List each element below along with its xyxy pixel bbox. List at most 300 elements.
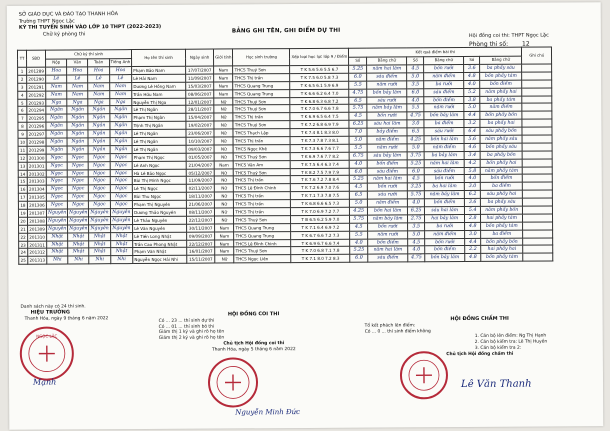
row-name: Bùi Thu Ngọc <box>132 192 186 200</box>
row-sig-anh: Ngọc <box>110 193 133 201</box>
row-sig-van: Ngọc <box>67 177 88 185</box>
row-van-number: 5.25 <box>349 65 367 73</box>
document-title: BẢNG GHI TÊN, GHI ĐIỂM DỰ THI <box>231 27 341 35</box>
row-sig-nop: Ngân <box>46 114 67 122</box>
row-school: THCS Ngọc Khê <box>234 144 291 152</box>
row-note <box>522 72 552 80</box>
row-sbd: 201302 <box>28 171 45 177</box>
row-anh-number: 3.6 <box>465 199 481 207</box>
row-anh-words: ba điểm <box>481 230 523 238</box>
row-grades: T K 7.5 6.4 6.3 7.4 <box>291 160 350 168</box>
row-sig-nop: Ngọc <box>46 154 67 162</box>
marking-chair: Chủ tịch Hội đồng chấm thi <box>446 351 514 357</box>
row-anh-words: bốn phẩy sáu <box>480 143 522 151</box>
row-van-words: năm điểm <box>367 136 407 144</box>
row-anh-words: ba phẩy tám <box>480 96 522 104</box>
row-van-words: năm bảy lăm <box>367 104 407 112</box>
row-van-words: sáu điểm <box>367 167 407 175</box>
marking-cb3: 3. Cán bộ kiểm tra 2: <box>474 345 522 351</box>
row-sig-anh: Lê <box>109 74 132 82</box>
row-anh-number: 3.8 <box>464 96 480 104</box>
department-name: SỞ GIÁO DỤC VÀ ĐÀO TẠO THANH HÓA <box>18 11 119 18</box>
row-van-number: 5.0 <box>350 199 368 207</box>
row-name: Trần Cao Phong Nhật <box>133 240 187 248</box>
row-anh-number: 2.8 <box>465 214 481 222</box>
row-number: 11 <box>19 147 26 153</box>
row-van-words: bốn rưỡi <box>367 112 407 120</box>
row-sbd: 201305 <box>29 194 45 200</box>
row-number: 23 <box>20 242 26 248</box>
exam-score-sheet <box>7 2 604 430</box>
exam-name: KỲ THI TUYỂN SINH VÀO LỚP 10 THPT (2022-2023) <box>18 23 162 31</box>
row-sbd: 201313 <box>29 257 46 263</box>
row-dob: 30/11/2007 <box>187 224 215 232</box>
row-sbd: 201306 <box>29 202 45 208</box>
row-anh-number: 4.4 <box>465 238 481 246</box>
row-sbd: 201299 <box>28 147 45 153</box>
row-sex: Nữ <box>214 129 233 137</box>
row-note <box>522 111 552 119</box>
row-anh-words: bốn phẩy tám <box>481 254 523 262</box>
row-van-number: 5.25 <box>349 176 367 184</box>
row-name: Lê Thị Ngân <box>132 129 186 137</box>
row-sbd: 201293 <box>28 100 45 106</box>
row-van-words: bốn rưỡi <box>368 183 408 191</box>
row-school: THCS Thuý Sơn <box>234 152 291 160</box>
row-toan-number: 4.5 <box>407 175 424 183</box>
row-sig-toan: Ngân <box>88 130 109 138</box>
row-sig-nop: Ngọc <box>46 201 67 209</box>
col-sig-toan: Toán <box>88 59 109 67</box>
row-school: THCS Thuý Sơn <box>233 121 290 129</box>
row-van-words: năm bảy lăm <box>368 215 408 223</box>
row-number: 7 <box>18 115 27 123</box>
col-nop: Nộp <box>46 59 67 67</box>
row-sig-toan: Nguyên <box>90 225 109 232</box>
row-name: Lê Thị Ngân <box>132 137 186 145</box>
row-anh-number: 5.0 <box>464 104 480 112</box>
row-toan-words: ba rưỡi <box>425 222 465 230</box>
footer-center <box>159 312 349 354</box>
marking-line-2: Có ... 0 ... thí sinh điểm không <box>364 328 431 335</box>
row-toan-number: 3.0 <box>407 120 424 128</box>
row-school: THCS Thuý Sơn <box>234 247 291 255</box>
row-anh-number: 6.2 <box>465 191 481 199</box>
row-dob: 01/05/2007 <box>186 153 214 161</box>
row-grades: T K 7.4 8.1 8.3 8.0 <box>290 128 349 136</box>
row-toan-words: bốn bảy lăm <box>425 254 465 262</box>
row-sex: Nữ <box>214 145 233 153</box>
row-name: Lê Tiến Long Nhật <box>133 232 187 240</box>
row-toan-number: 6.5 <box>407 128 424 136</box>
row-anh-number: 5.8 <box>464 167 480 175</box>
col-sig-van: Văn <box>67 59 88 67</box>
row-van-number: 4.5 <box>350 223 368 231</box>
row-sig-anh: Nam <box>109 90 132 98</box>
row-grades: T K 7.2 6.8 6.9 7.9 <box>290 120 349 128</box>
row-anh-words: sáu phẩy bốn <box>480 127 522 135</box>
row-sig-nop: Hoa <box>46 67 67 75</box>
row-dob: 22/12/2007 <box>187 240 215 248</box>
footer-left <box>21 304 109 322</box>
row-sig-van: Ngân <box>67 106 88 114</box>
row-sbd: 201292 <box>28 92 45 98</box>
row-sig-nop: Nam <box>46 83 67 91</box>
row-school: THCS Thị trấn <box>234 192 291 200</box>
row-sig-van: Nguyên <box>69 226 88 232</box>
row-sex: Nam <box>214 82 233 90</box>
row-note <box>523 190 553 198</box>
row-van-words: năm điểm <box>368 199 408 207</box>
row-dob: 02/11/2007 <box>186 184 214 192</box>
row-sex: Nữ <box>214 113 233 121</box>
row-name: Lê Anh Ngọc <box>132 161 186 169</box>
row-grades: T K 6.9 6.5 6.4 7.5 <box>290 113 349 121</box>
council-chair: Chủ tịch Hội đồng coi thi <box>223 341 285 347</box>
row-sex: Nữ <box>214 184 233 192</box>
row-anh-words: năm phẩy sáu <box>480 135 522 143</box>
row-dob: 22/12/2007 <box>187 216 215 224</box>
row-sig-nop: Ngọc <box>46 185 67 193</box>
row-toan-words: ba điểm <box>424 120 464 128</box>
row-dob: 08/11/2007 <box>187 208 215 216</box>
row-van-number: 5.75 <box>349 105 367 113</box>
row-school: THCS Thị trấn <box>234 176 291 184</box>
row-sig-toan: Ngân <box>88 138 109 146</box>
row-sig-van: Ngọc <box>67 169 88 177</box>
row-sig-anh: Ngọc <box>110 153 133 161</box>
row-grades: T K 8.2 7.5 7.9 7.9 <box>291 168 350 176</box>
marking-seal-icon <box>397 348 451 402</box>
row-toan-words: năm bảy lăm <box>425 191 465 199</box>
row-sig-van: Nam <box>67 83 88 91</box>
row-anh-words: bốn phẩy bốn <box>481 238 523 246</box>
row-toan-words: năm rưỡi <box>424 104 464 112</box>
row-van-number: 6.0 <box>349 73 367 81</box>
row-sig-nop: Nam <box>46 91 67 99</box>
row-sbd: 201297 <box>28 131 45 137</box>
row-sig-nop: Ngọc <box>46 177 67 185</box>
row-school: THCS Thuý Sơn <box>234 168 291 176</box>
row-name: Dương Thảo Nguyên <box>133 208 187 216</box>
row-van-words: năm rưỡi <box>367 81 407 89</box>
row-sig-toan: Ngọc <box>89 153 110 161</box>
row-van-number: 4.5 <box>350 183 368 191</box>
row-sbd: 201291 <box>28 84 45 90</box>
school-seal-icon <box>17 323 77 383</box>
row-sbd: 201311 <box>29 242 45 248</box>
principal-title: HIỆU TRƯỞNG <box>30 309 70 316</box>
row-sbd: 201309 <box>29 226 45 232</box>
row-note <box>522 143 552 151</box>
row-sig-nop: Ngân <box>46 106 67 114</box>
row-van-words: năm rưỡi <box>368 231 408 239</box>
row-sig-van: Nguyên <box>69 210 88 216</box>
row-van-number: 4.25 <box>350 207 368 215</box>
row-sig-van: Nga <box>67 98 88 106</box>
row-school: THCS Quang Trung <box>234 231 291 239</box>
row-sig-van: Nhi <box>68 256 89 264</box>
row-dob: 08/06/2007 <box>186 90 214 98</box>
row-sig-nop: Nguyên <box>48 226 67 232</box>
row-name: Lê Văn Nguyên <box>133 224 187 232</box>
row-anh-number: 5.4 <box>465 206 481 214</box>
row-sbd: 201307 <box>29 210 45 216</box>
row-dob: 12/01/2007 <box>186 98 214 106</box>
header-left <box>19 11 162 38</box>
row-sig-anh: Ngọc <box>110 185 133 193</box>
list-count: Danh sách này có 24 thí sinh. <box>20 304 86 310</box>
row-grades: T K 6.9 6.7 6.6 7.4 <box>291 239 350 247</box>
row-toan-number: 3.25 <box>408 183 425 191</box>
row-note <box>522 135 552 143</box>
row-van-number: 6.5 <box>350 191 368 199</box>
row-name: Nguyễn Thị Nga <box>132 98 186 106</box>
row-sex: Nữ <box>215 255 234 263</box>
row-sbd: 201296 <box>28 123 45 129</box>
row-sig-anh: Ngọc <box>110 201 133 209</box>
row-number: 1 <box>18 67 27 75</box>
row-sig-van: Ngân <box>67 130 88 138</box>
row-sig-toan: Lê <box>88 75 109 83</box>
col-sex: Giới tính <box>214 49 233 66</box>
row-sig-toan: Ngân <box>88 122 109 130</box>
row-sig-nop: Ngọc <box>46 193 67 201</box>
row-note <box>522 119 552 127</box>
row-sig-toan: Nhật <box>89 232 110 240</box>
row-dob: 15/11/2007 <box>187 255 215 263</box>
row-sex: Nữ <box>214 121 233 129</box>
row-sbd: 201303 <box>28 178 45 185</box>
row-toan-words: sáu điểm <box>424 88 464 96</box>
row-note <box>522 167 552 175</box>
row-anh-words: bốn phẩy tám <box>481 222 523 230</box>
row-grades: T K 6.8 6.3 6.8 7.2 <box>290 97 349 105</box>
row-sex: Nữ <box>214 192 233 200</box>
row-van-number: 5.75 <box>350 215 368 223</box>
row-sig-toan: Nam <box>88 90 109 98</box>
row-grades: T K 7.3 7.8 7.3 8.1 <box>290 136 349 144</box>
row-van-number: 7.0 <box>349 128 367 136</box>
row-school: THCS Thuý Sơn <box>234 216 291 224</box>
row-anh-number: 2.2 <box>465 246 481 254</box>
row-toan-number: 5.0 <box>408 230 425 238</box>
row-grades: T B 6.5 6.2 5.9 7.0 <box>291 215 350 223</box>
row-note <box>523 238 553 246</box>
row-anh-words: ba phẩy hai <box>480 119 522 127</box>
row-number: 10 <box>19 139 26 145</box>
col-van-number: Số <box>349 57 367 65</box>
row-toan-number: 5.25 <box>407 159 424 167</box>
row-toan-words: năm điểm <box>424 143 464 151</box>
row-grades: T K 5.6 5.6 5.5 6.7 <box>290 65 349 73</box>
row-note <box>523 230 553 238</box>
council-title: HỘI ĐỒNG COI THI <box>227 311 280 318</box>
council-line-2: Có ... 01 ... thí sinh bỏ thi <box>158 324 215 330</box>
row-sig-anh: Nguyên <box>110 224 133 232</box>
row-toan-number: 4.75 <box>408 254 425 262</box>
row-toan-words: bốn rưỡi <box>424 65 464 73</box>
row-sbd: 201298 <box>28 139 45 145</box>
row-number: 2 <box>18 75 27 83</box>
col-sbd: SBD <box>26 50 45 67</box>
room-code-label: Chữ ký phòng thi <box>42 30 86 38</box>
row-toan-words: ba rưỡi <box>424 80 464 88</box>
row-grades: T K 7.5 6.0 5.8 7.3 <box>290 73 349 81</box>
row-anh-words: bốn phẩy tám <box>480 72 522 80</box>
row-dob: 23/06/2007 <box>186 129 214 137</box>
row-anh-number: 3.2 <box>464 120 480 128</box>
row-sbd: 201294 <box>28 107 45 114</box>
row-anh-words: ba phẩy sáu <box>481 198 523 206</box>
row-toan-number: 5.5 <box>407 104 424 112</box>
row-school: THCS Ngọc Liên <box>234 255 291 263</box>
row-toan-number: 4.25 <box>407 136 424 144</box>
row-sig-anh: Nhật <box>110 248 133 256</box>
row-toan-words: năm điểm <box>425 230 465 238</box>
row-anh-number: 3.6 <box>464 64 480 72</box>
row-note <box>522 103 552 111</box>
row-note <box>522 80 552 88</box>
row-sex: Nữ <box>214 153 233 161</box>
row-dob: 09/03/2007 <box>186 145 214 153</box>
row-school: THCS Thuý Sơn <box>233 97 290 105</box>
row-toan-words: hai bảy lăm <box>425 214 465 222</box>
row-school: THCS Vân Am <box>234 160 291 168</box>
row-toan-number: 6.0 <box>407 167 424 175</box>
row-dob: 28/11/2007 <box>186 106 214 114</box>
row-sig-van: Ngọc <box>67 162 88 170</box>
row-sex: Nam <box>214 74 233 82</box>
row-toan-words: bốn rưỡi <box>425 238 465 246</box>
row-grades: T K 6.7 6.6 7.2 7.3 <box>291 231 350 239</box>
row-anh-number: 3.0 <box>465 183 481 191</box>
row-number: 25 <box>20 258 26 264</box>
room-label: Phòng thi số: <box>468 40 509 48</box>
row-note <box>523 245 553 253</box>
row-note <box>523 198 553 206</box>
row-sig-nop: Nhật <box>47 241 68 249</box>
row-dob: 19/02/2007 <box>186 121 214 129</box>
row-grades: T K 7.1 7.3 7.8 7.5 <box>291 191 350 199</box>
row-van-number: 4.0 <box>349 160 367 168</box>
row-sig-toan: Ngọc <box>89 161 110 169</box>
row-anh-words: năm phẩy tám <box>480 167 522 175</box>
row-toan-number: 3.75 <box>407 152 424 160</box>
row-van-words: sáu điểm <box>368 254 408 262</box>
row-sig-anh: Nguyên <box>110 216 133 224</box>
row-number: 8 <box>18 122 27 130</box>
row-name: Lê Thảo Nguyên <box>133 216 187 224</box>
row-van-words: bốn hai lăm <box>368 207 408 215</box>
row-sbd: 201295 <box>28 115 45 121</box>
row-number: 18 <box>20 202 26 208</box>
row-sig-van: Ngọc <box>67 154 88 162</box>
council-date: Thanh Hóa, ngày 5 tháng 6 năm 2022 <box>211 346 296 353</box>
row-sig-nop: Nhật <box>47 233 68 241</box>
row-toan-number: 4.0 <box>407 96 424 104</box>
row-toan-words: ba bảy lăm <box>424 151 464 159</box>
row-school: THCS Lê Đình Chinh <box>234 239 291 247</box>
row-sig-nop: Lê <box>46 75 67 83</box>
row-sig-van: Ngọc <box>68 193 89 201</box>
row-anh-number: 4.2 <box>464 159 480 167</box>
row-dob: 11/09/2007 <box>186 74 214 82</box>
row-sig-anh: Nguyên <box>110 209 133 217</box>
row-dob: 15/04/2007 <box>186 113 214 121</box>
col-note: Ghi chú <box>522 47 552 64</box>
row-sig-toan: Ngân <box>88 146 109 154</box>
row-grades: T K 7.1 8.0 7.2 8.3 <box>291 255 350 263</box>
row-anh-words: bốn phẩy hai <box>480 159 522 167</box>
row-sig-van: Ngân <box>67 114 88 122</box>
row-number: 20 <box>20 218 26 224</box>
row-van-number: 5.25 <box>350 247 368 255</box>
row-toan-number: 5.0 <box>407 144 424 152</box>
row-sex: Nữ <box>214 105 233 113</box>
row-sig-van: Ngân <box>67 122 88 130</box>
row-name: Phạm Văn Nhật <box>133 248 187 256</box>
marking-signature: Lê Văn Thanh <box>460 378 532 391</box>
row-name: Lê Thị Ngân <box>132 145 186 153</box>
row-van-words: bốn bảy lăm <box>367 89 407 97</box>
row-van-words: năm rưỡi <box>367 144 407 152</box>
row-sex: Nam <box>215 232 234 240</box>
row-van-number: 4.0 <box>350 239 368 247</box>
row-anh-number: 4.0 <box>464 80 480 88</box>
col-grades: Xếp loại học lực lớp 9 / Điểm <box>290 48 349 65</box>
row-school: THCS Thuý Sơn <box>233 66 290 74</box>
row-note <box>523 182 553 190</box>
col-name: Họ tên thí sinh <box>132 49 186 66</box>
row-sig-nop: Nguyên <box>48 218 67 224</box>
row-van-words: sáu hai lăm <box>367 120 407 128</box>
row-toan-number: 6.0 <box>407 88 424 96</box>
row-sig-anh: Ngân <box>110 145 133 153</box>
row-van-words: sáu điểm <box>367 73 407 81</box>
row-sig-toan: Hoa <box>88 67 109 75</box>
row-toan-words: năm hai lăm <box>424 159 464 167</box>
row-sig-anh: Ngọc <box>110 177 133 185</box>
row-toan-number: 3.5 <box>408 223 425 231</box>
row-toan-words: sáu điểm <box>424 167 464 175</box>
row-sig-van: Nhật <box>68 248 89 256</box>
row-sig-anh: Ngân <box>109 106 132 114</box>
col-results: Kết quả điểm bài thi <box>349 47 522 57</box>
council-line-1: Có ... 23 ... thí sinh dự thi <box>158 318 215 324</box>
row-sex: Nữ <box>215 208 234 216</box>
row-sig-nop: Ngân <box>46 138 67 146</box>
row-note <box>522 159 552 167</box>
marking-cb2: 2. Cán bộ kiểm tra: Lê Thị Huyền <box>474 339 548 346</box>
row-sig-van: Ngân <box>67 138 88 146</box>
row-name: Phạm Thị Ngọc <box>132 153 186 161</box>
row-grades: T K 7.3 6.6 7.6 7.7 <box>291 144 350 152</box>
row-van-number: 5.5 <box>350 231 368 239</box>
row-anh-words: bốn phẩy bốn <box>480 112 522 120</box>
row-anh-words: năm phẩy bốn <box>481 206 523 214</box>
col-toan-words: Bằng chữ <box>424 57 464 65</box>
council-seal-icon <box>205 354 261 410</box>
row-number: 15 <box>20 179 26 185</box>
row-sig-van: Nguyên <box>69 218 88 224</box>
marking-cb1: 1. Cán bộ lên điểm: Ng Thị Hạnh <box>474 333 547 340</box>
row-sbd: 201308 <box>29 218 45 224</box>
row-toan-number: 4.0 <box>408 199 425 207</box>
row-number: 22 <box>20 234 26 240</box>
row-dob: 05/12/2007 <box>186 169 214 177</box>
row-sig-toan: Ngọc <box>89 185 110 193</box>
